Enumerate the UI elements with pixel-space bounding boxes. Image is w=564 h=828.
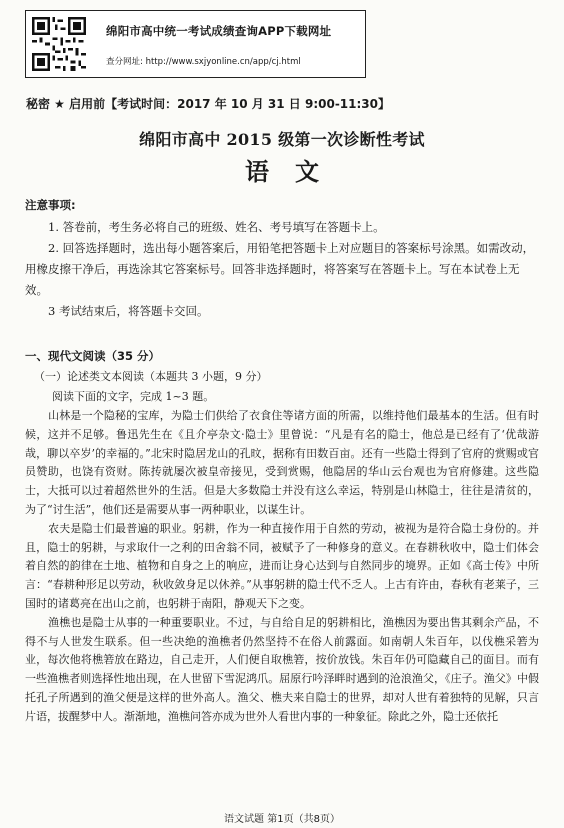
- note-item: 3 考试结束后，将答题卡交回。: [48, 304, 209, 318]
- qr-code-icon: [32, 17, 86, 71]
- passage-paragraph: 农夫是隐士们最普遍的职业。躬耕，作为一种直接作用于自然的劳动，被视为是符合隐士身份的。并且，隐士的躬耕，与求取什一之利的田舍翁不同，被赋予了一种修身的意义。在春耕秋收中，隐士们体会着自然的韵律在土地、植物和自身之上的响应，进而让身心达到与自然同步的境界。正如《高士传》中所言：“春耕种形足以劳动，秋收敛身足以休养。”从事躬耕的隐士代不乏人。上古有许由，春秋有老莱子，三国时的诸葛亮在出山之前，也躬耕于南阳，静观天下之变。: [25, 521, 539, 610]
- note-item: 2. 回答选择题时，选出每小题答案后，用铅笔把答题卡上对应题目的答案标号涂黑。如需改动，用橡皮擦干净后，再选涂其它答案标号。回答非选择题时，将答案写在答题卡上。写在本试卷上无效。: [25, 241, 535, 297]
- passage-paragraph: 渔樵也是隐士从事的一种重要职业。不过，与自给自足的躬耕相比，渔樵因为要出售其剩余产品，不得不与人世发生联系。但一些决绝的渔樵者仍然坚持不在俗人前露面。如南朝人朱百年，以伐樵采箬为业，每次他将樵箬放在路边，自己走开，人们便自取樵箬，按价放钱。朱百年仍可隐藏自己的面目。而有一些渔樵者则选择性地出现，在人世留下雪泥鸿爪。屈原行吟泽畔时遇到的沧浪渔父，《庄子。渔父》中假托孔子所遇到的渔父便是这样的世外高人。渔父、樵夫来自隐士的世界，却对人世有着独特的见解，只言片语，拔醒梦中人。渐渐地，渔樵问答亦成为世外人看世内事的一种象征。除此之外，隐士还依托: [25, 615, 539, 723]
- exam-title: 绵阳市高中 2015 级第一次诊断性考试: [139, 130, 425, 149]
- notes-heading: 注意事项:: [25, 198, 76, 212]
- banner-url[interactable]: 查分网址: http://www.sxjyonline.cn/app/cj.html: [106, 57, 301, 67]
- subject-title: 语文: [245, 157, 345, 186]
- reading-passage: [25, 407, 539, 727]
- passage-paragraph: 山林是一个隐秘的宝库，为隐士们供给了衣食住等诸方面的所需，以维持他们最基本的生活。但有时候，这并不足够。鲁迅先生在《且介亭杂文·隐士》里曾说：“凡是有名的隐士，他总是已经有了‘优哉游哉，聊以卒岁’的幸福的。”北宋时隐居龙山的孔旼，据称有田数百亩。还有一些隐士得到了官府的赏赐或官员赞助，也饶有资财。陈抟就屡次被皇帝接见，受到赏赐，他隐居的华山云台观也为官府修建。这些隐士，大抵可以过着超然世外的生活。但是大多数隐士并没有这么幸运，特别是山林隐士，往往是清贫的，为了“讨生活”，他们还是需要从事一两种职业，以谋生计。: [25, 409, 539, 516]
- subsection-heading: （一）论述类文本阅读（本题共 3 小题，9 分）: [34, 370, 268, 383]
- reading-instruction: 阅读下面的文字，完成 1~3 题。: [52, 390, 215, 403]
- app-download-banner: [25, 10, 366, 78]
- notes-list: [25, 217, 539, 322]
- exam-time-line: 秘密 ★ 启用前【考试时间：2017 年 10 月 31 日 9:00-11:30】: [26, 97, 391, 111]
- note-item: 1. 答卷前，考生务必将自己的班级、姓名、考号填写在答题卡上。: [48, 220, 385, 234]
- banner-title: 绵阳市高中统一考试成绩查询APP下载网址: [106, 24, 332, 38]
- page-footer: 语文试题 第1页（共8页）: [224, 814, 340, 825]
- section-heading: 一、现代文阅读（35 分）: [25, 349, 161, 363]
